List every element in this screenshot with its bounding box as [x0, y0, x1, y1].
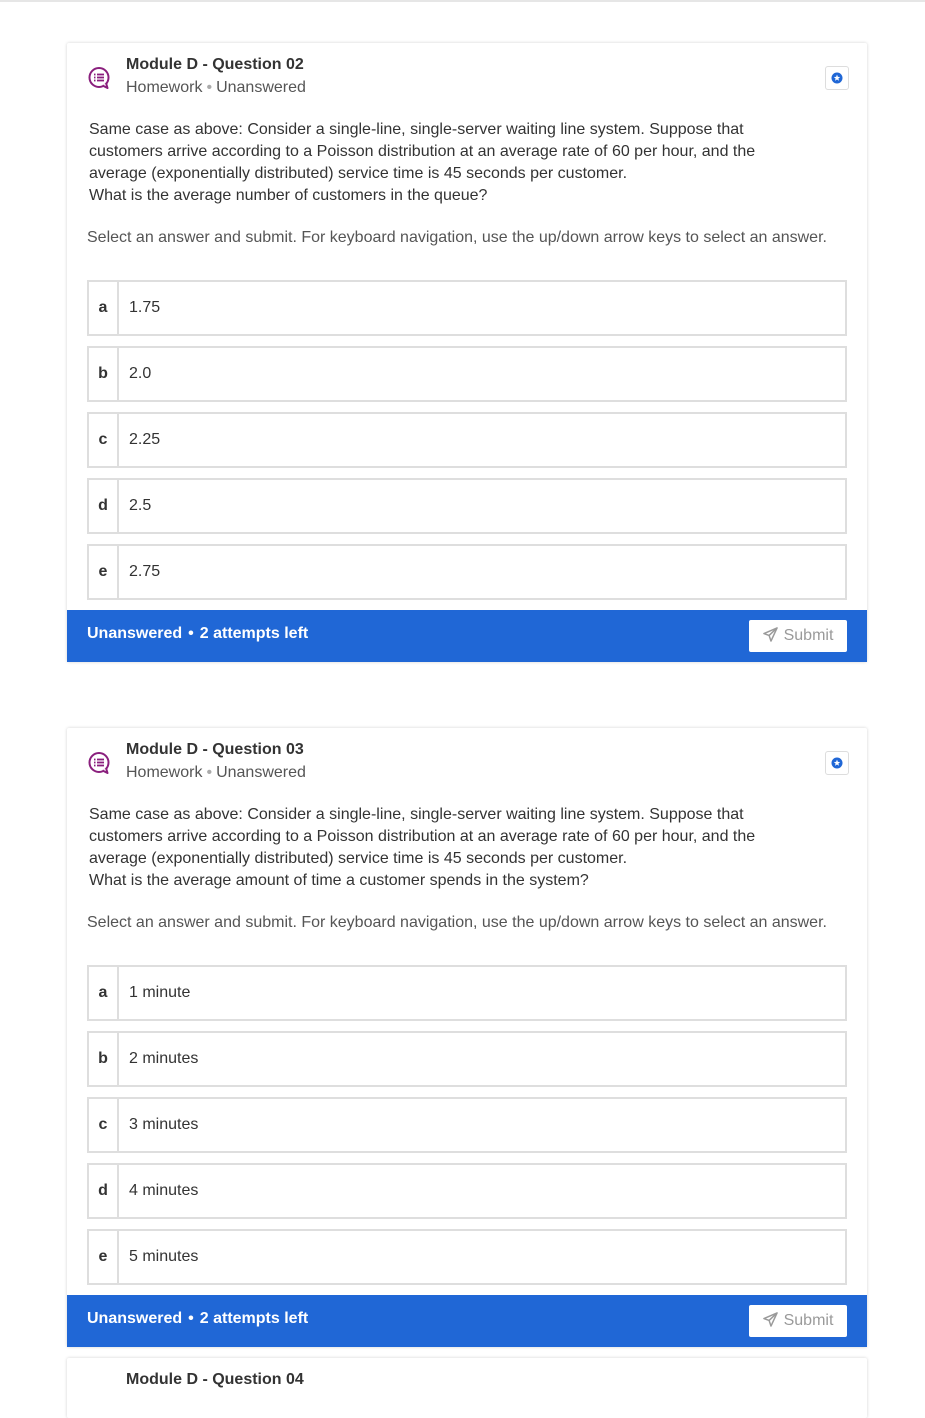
- choice-value: 1.75: [129, 299, 161, 316]
- submit-button[interactable]: [749, 1305, 847, 1337]
- answer-choice-d[interactable]: [87, 478, 847, 534]
- choice-value: 3 minutes: [129, 1116, 199, 1133]
- choice-value: 4 minutes: [129, 1182, 199, 1199]
- question-title: Module D - Question 03: [126, 741, 304, 758]
- choice-value: 2.0: [129, 365, 152, 382]
- answer-instructions: Select an answer and submit. For keyboard navigation, use the up/down arrow keys to select an answer.: [87, 914, 827, 931]
- top-divider: [0, 0, 925, 2]
- answer-choice-b[interactable]: [87, 1031, 847, 1087]
- question-state: Unanswered: [216, 79, 306, 96]
- answer-choice-e[interactable]: [87, 544, 847, 600]
- submit-label: Submit: [783, 1312, 834, 1329]
- answer-choice-a[interactable]: [87, 965, 847, 1021]
- choice-letter: c: [89, 1099, 119, 1151]
- flag-button[interactable]: [825, 66, 849, 90]
- prompt-text: Same case as above: Consider a single-line, single-server waiting line system. Suppose that customers arrive according to a Poisson distribution at an average rate of 60 per hour, and the average (exponentially distributed) service time is 45 seconds per customer.: [89, 121, 756, 182]
- question-chat-icon: [87, 66, 111, 90]
- question-type: Homework: [126, 764, 203, 781]
- choice-letter: d: [89, 1165, 119, 1217]
- question-prompt: [89, 804, 809, 892]
- attempt-status: Unanswered • 2 attempts left: [87, 625, 309, 642]
- answer-status: Unanswered: [87, 625, 183, 642]
- question-meta: Homework • Unanswered: [126, 764, 306, 781]
- prompt-question: What is the average amount of time a customer spends in the system?: [89, 872, 589, 889]
- question-card-03: [67, 728, 867, 1347]
- choice-letter: a: [89, 282, 119, 334]
- submit-button[interactable]: [749, 620, 847, 652]
- choice-letter: b: [89, 1033, 119, 1085]
- choice-letter: b: [89, 348, 119, 400]
- choice-letter: a: [89, 967, 119, 1019]
- question-chat-icon: [87, 751, 111, 775]
- flag-button[interactable]: [825, 751, 849, 775]
- paper-plane-icon: [763, 1312, 778, 1327]
- answer-choice-e[interactable]: [87, 1229, 847, 1285]
- choice-value: 2.25: [129, 431, 161, 448]
- attempts-left: 2 attempts left: [199, 625, 309, 642]
- choice-letter: e: [89, 546, 119, 598]
- question-state: Unanswered: [216, 764, 306, 781]
- answer-choice-d[interactable]: [87, 1163, 847, 1219]
- paper-plane-icon: [763, 627, 778, 642]
- answer-choice-a[interactable]: [87, 280, 847, 336]
- question-title: Module D - Question 02: [126, 56, 304, 73]
- prompt-question: What is the average number of customers in the queue?: [89, 187, 488, 204]
- choice-value: 5 minutes: [129, 1248, 199, 1265]
- question-meta: Homework • Unanswered: [126, 79, 306, 96]
- prompt-text: Same case as above: Consider a single-line, single-server waiting line system. Suppose that customers arrive according to a Poisson distribution at an average rate of 60 per hour, and the average (exponentially distributed) service time is 45 seconds per customer.: [89, 806, 756, 867]
- answer-status: Unanswered: [87, 1310, 183, 1327]
- choice-letter: c: [89, 414, 119, 466]
- question-title: Module D - Question 04: [126, 1371, 304, 1388]
- question-footer: [67, 610, 867, 662]
- choice-value: 2.5: [129, 497, 152, 514]
- attempt-status: Unanswered • 2 attempts left: [87, 1310, 309, 1327]
- answer-choice-b[interactable]: [87, 346, 847, 402]
- attempts-left: 2 attempts left: [199, 1310, 309, 1327]
- submit-label: Submit: [783, 627, 834, 644]
- flag-star-icon: [831, 72, 843, 84]
- question-card-02: [67, 43, 867, 662]
- question-footer: [67, 1295, 867, 1347]
- answer-choice-c[interactable]: [87, 412, 847, 468]
- question-card-04: [67, 1358, 867, 1418]
- choice-value: 2.75: [129, 563, 161, 580]
- answer-choice-c[interactable]: [87, 1097, 847, 1153]
- choice-letter: d: [89, 480, 119, 532]
- choice-value: 1 minute: [129, 984, 191, 1001]
- flag-star-icon: [831, 757, 843, 769]
- answer-instructions: Select an answer and submit. For keyboard navigation, use the up/down arrow keys to select an answer.: [87, 229, 827, 246]
- question-prompt: [89, 119, 809, 207]
- choice-value: 2 minutes: [129, 1050, 199, 1067]
- question-type: Homework: [126, 79, 203, 96]
- choice-letter: e: [89, 1231, 119, 1283]
